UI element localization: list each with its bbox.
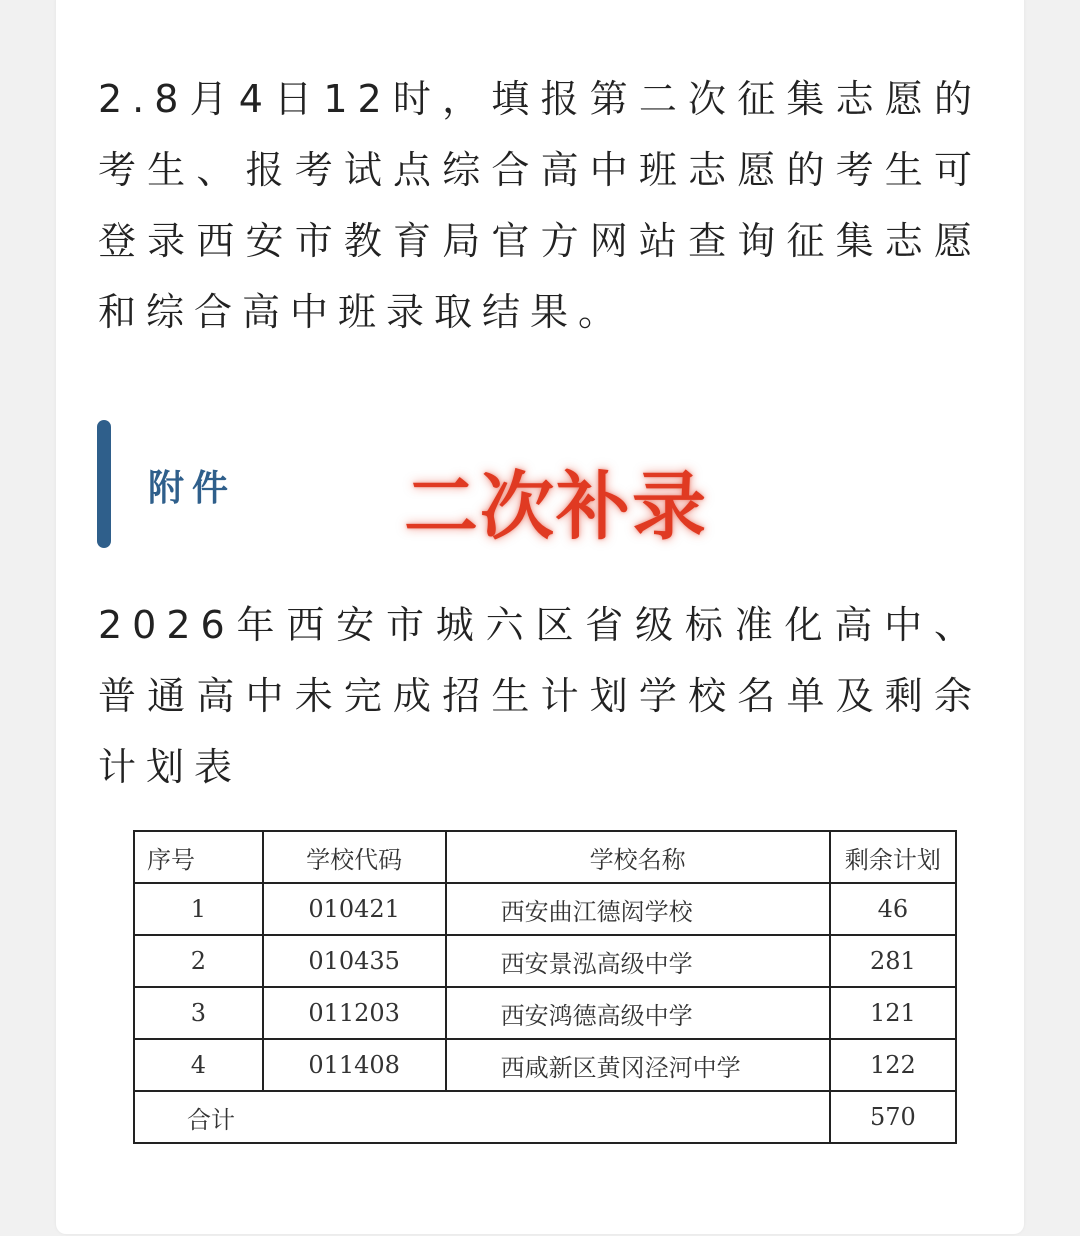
table-row [134, 987, 956, 1039]
cell-school-code: 011203 [263, 987, 446, 1039]
cell-remaining-plan: 46 [830, 883, 956, 935]
attachment-heading: 附件 [148, 468, 237, 509]
cell-school-name: 西安曲江德闳学校 [446, 883, 830, 935]
cell-index: 3 [134, 987, 263, 1039]
notice-paragraph: 2.8月4日12时，填报第二次征集志愿的考生、报考试点综合高中班志愿的考生可登录西安市教育局官方网站查询征集志愿和综合高中班录取结果。 [98, 77, 982, 334]
table-row [134, 935, 956, 987]
cell-remaining-plan: 121 [830, 987, 956, 1039]
cell-school-code: 010421 [263, 883, 446, 935]
total-value: 570 [830, 1091, 956, 1143]
total-label: 合计 [134, 1091, 830, 1143]
cell-school-code: 011408 [263, 1039, 446, 1091]
table-row [134, 1039, 956, 1091]
stamp-overlay: 二次补录 [404, 464, 708, 550]
cell-remaining-plan: 281 [830, 935, 956, 987]
cell-school-code: 010435 [263, 935, 446, 987]
table-row [134, 883, 956, 935]
cell-school-name: 西咸新区黄冈泾河中学 [446, 1039, 830, 1091]
cell-school-name: 西安鸿德高级中学 [446, 987, 830, 1039]
remaining-plan-table [133, 830, 957, 1144]
header-remaining-plan: 剩余计划 [830, 831, 956, 883]
cell-index: 4 [134, 1039, 263, 1091]
cell-index: 2 [134, 935, 263, 987]
table-header-row [134, 831, 956, 883]
header-index: 序号 [134, 831, 263, 883]
cell-school-name: 西安景泓高级中学 [446, 935, 830, 987]
cell-remaining-plan: 122 [830, 1039, 956, 1091]
table-title: 2026年西安市城六区省级标准化高中、普通高中未完成招生计划学校名单及剩余计划表 [98, 603, 982, 789]
section-accent-bar [97, 420, 111, 548]
cell-index: 1 [134, 883, 263, 935]
header-school-name: 学校名称 [446, 831, 830, 883]
table-total-row [134, 1091, 956, 1143]
header-school-code: 学校代码 [263, 831, 446, 883]
